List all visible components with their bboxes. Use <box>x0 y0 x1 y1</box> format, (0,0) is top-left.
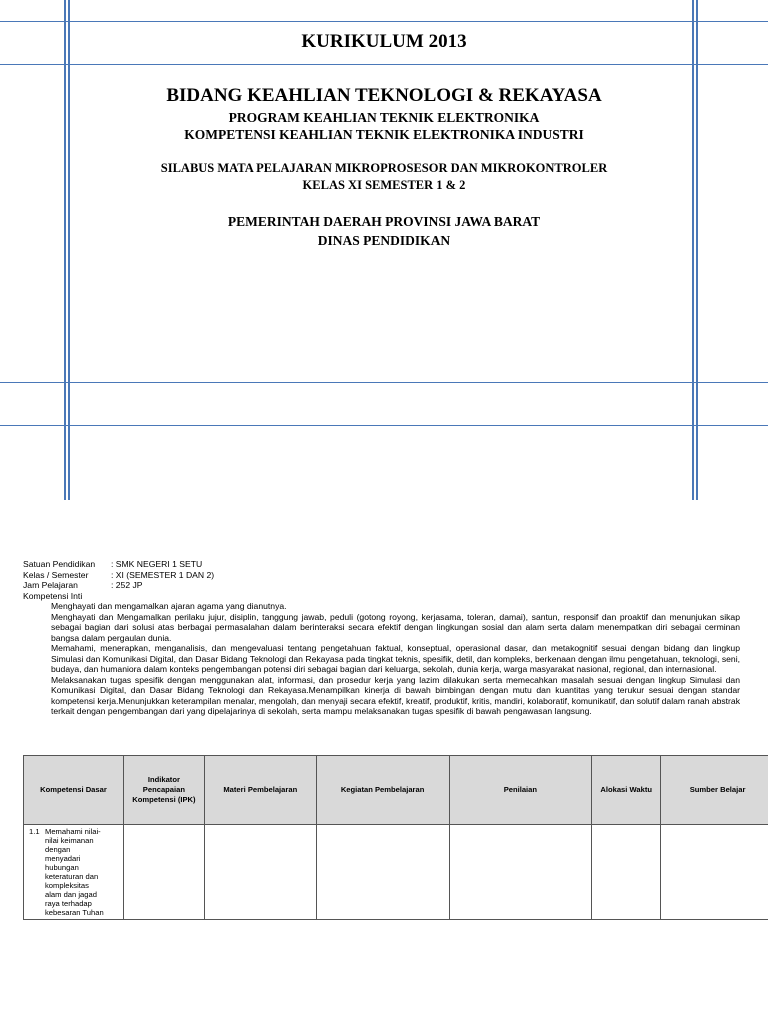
meta-value: : 252 JP <box>111 580 143 590</box>
document-meta <box>23 559 214 601</box>
syllabus-table <box>23 755 768 920</box>
curriculum-title: KURIKULUM 2013 <box>301 31 467 52</box>
sumber-cell <box>661 825 768 920</box>
header-penilaian: Penilaian <box>449 756 592 825</box>
cover-left-line <box>64 0 66 500</box>
cover-bottom-band <box>0 382 768 426</box>
ki-item: Menghayati dan Mengamalkan perilaku jujur, disiplin, tanggung jawab, peduli (gotong royong, kerjasama, toleran, damai), santun, responsif dan proaktif dan menunjukan sikap sebagai bagian dari solusi atas berbagai permasalahan dalam berinteraksi secara efektif dengan lingkungan sosial dan alam serta dalam menempatkan diri sebagai cerminan bangsa dalam pergaulan dunia. <box>51 611 740 643</box>
meta-label: Jam Pelajaran <box>23 580 78 590</box>
kompetensi-inti-list <box>51 601 740 717</box>
field-title: BIDANG KEAHLIAN TEKNOLOGI & REKAYASA <box>166 85 602 106</box>
cover-right-line <box>692 0 694 500</box>
kd-cell <box>24 825 124 920</box>
program-title: PROGRAM KEAHLIAN TEKNIK ELEKTRONIKA <box>228 110 540 125</box>
header-ipk: Indikator Pencapaian Kompetensi (IPK) <box>123 756 204 825</box>
class-title: KELAS XI SEMESTER 1 & 2 <box>302 178 466 192</box>
penilaian-cell <box>449 825 592 920</box>
kd-text: Memahami nilai-nilai keimanan dengan menyadari hubungan keteraturan dan kompleksitas alam dan jagad raya terhadap kebesaran Tuhan <box>45 827 104 917</box>
materi-cell <box>204 825 316 920</box>
kd-number: 1.1 <box>29 827 40 836</box>
meta-row <box>23 580 214 591</box>
meta-row <box>23 559 214 570</box>
kegiatan-cell <box>316 825 449 920</box>
competency-title: KOMPETENSI KEAHLIAN TEKNIK ELEKTRONIKA INDUSTRI <box>184 127 584 142</box>
meta-row <box>23 570 214 581</box>
government-title: PEMERINTAH DAERAH PROVINSI JAWA BARAT <box>227 214 541 229</box>
header-kompetensi-dasar: Kompetensi Dasar <box>24 756 124 825</box>
ki-item: Melaksanakan tugas spesifik dengan menggunakan alat, informasi, dan prosedur kerja yang lazim dilakukan serta memecahkan masalah sesuai dengan lingkup Simulasi dan Komunikasi Digital, dan Dasar Bidang Teknologi dan Rekayasa.Menampilkan kinerja di bawah bimbingan dengan mutu dan kuantitas yang terukur sesuai dengan standar kompetensi kerja.Menunjukkan keterampilan menalar, mengolah, dan menyaji secara efektif, kreatif, produktif, kritis, mandiri, kolaboratif, komunikatif, dan solutif dalam ranah abstrak terkait dengan pengembangan dari yang dipelajarinya di sekolah, serta mampu melaksanakan tugas spesifik di bawah pengawasan langsung. <box>51 674 740 716</box>
header-kegiatan: Kegiatan Pembelajaran <box>316 756 449 825</box>
table-header-row <box>24 756 768 825</box>
ki-heading: Kompetensi Inti <box>23 590 83 601</box>
syllabus-title: SILABUS MATA PELAJARAN MIKROPROSESOR DAN MIKROKONTROLER <box>160 161 608 175</box>
kd-entry <box>26 827 121 917</box>
alokasi-cell <box>592 825 661 920</box>
ki-item: Memahami, menerapkan, menganalisis, dan mengevaluasi tentang pengetahuan faktual, konseptual, operasional dasar, dan metakognitif sesuai dengan bidang dan lingkup Simulasi dan Komunikasi Digital, dan Dasar Bidang Teknologi dan Rekayasa pada tingkat teknis, spesifik, detil, dan kompleks, berkenaan dengan ilmu pengetahuan, teknologi, seni, budaya, dan humaniora dalam konteks pengembangan potensi diri sebagai bagian dari keluarga, sekolah, dunia kerja, warga masyarakat nasional, regional, dan internasional. <box>51 643 740 674</box>
meta-label: Satuan Pendidikan <box>23 559 96 569</box>
ipk-cell <box>123 825 204 920</box>
meta-value: : SMK NEGERI 1 SETU <box>111 559 203 569</box>
header-sumber-belajar: Sumber Belajar <box>661 756 768 825</box>
meta-value: : XI (SEMESTER 1 DAN 2) <box>111 569 215 580</box>
table-row <box>24 825 768 920</box>
meta-label: Kelas / Semester <box>23 569 89 580</box>
agency-title: DINAS PENDIDIKAN <box>317 233 451 248</box>
header-materi: Materi Pembelajaran <box>204 756 316 825</box>
header-alokasi-waktu: Alokasi Waktu <box>592 756 661 825</box>
ki-item: Menghayati dan mengamalkan ajaran agama yang dianutnya. <box>51 601 287 611</box>
